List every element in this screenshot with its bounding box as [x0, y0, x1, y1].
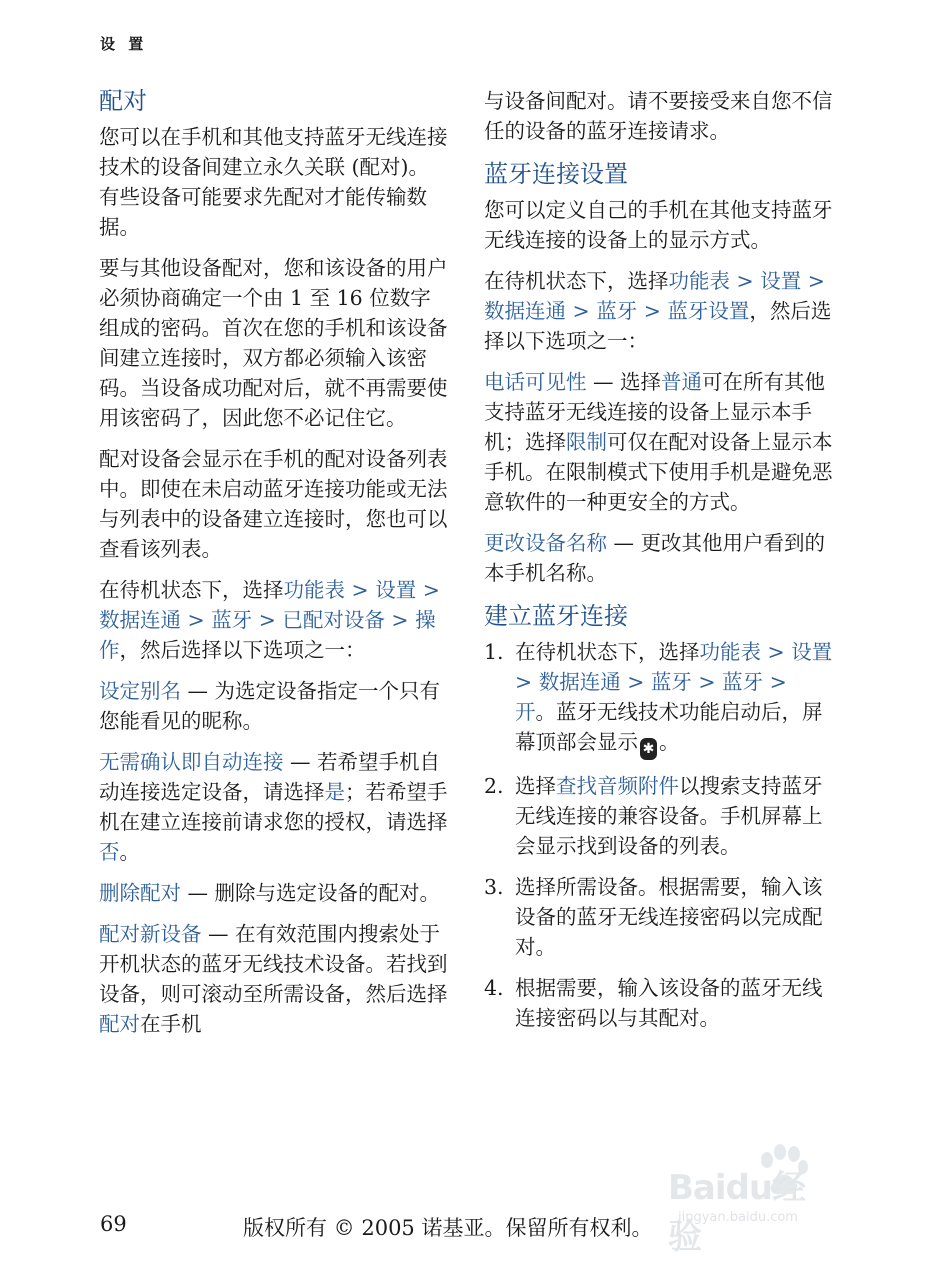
option-delete-pairing: 删除配对 — 删除与选定设备的配对。 — [99, 881, 441, 905]
steps-list — [484, 637, 834, 1033]
option-name: 更改设备名称 — [484, 531, 607, 555]
right-column — [484, 86, 834, 1044]
heading-bluetooth-settings: 蓝牙连接设置 — [484, 160, 628, 188]
paragraph-settings-intro: 您可以定义自己的手机在其他支持蓝牙无线连接的设备上的显示方式。 — [484, 198, 833, 252]
paragraph-menu-path: 在待机状态下，选择功能表 > 设置 > 数据连通 > 蓝牙 > 已配对设备 > 操作，然后选择以下选项之一： — [99, 578, 440, 662]
paragraph-pairing-intro: 您可以在手机和其他支持蓝牙无线连接技术的设备间建立永久关联 (配对)。有些设备可能要求先配对才能传输数据。 — [99, 125, 448, 239]
option-name: 设定别名 — [99, 679, 181, 703]
left-column — [99, 84, 449, 1050]
page-number: 69 — [100, 1212, 127, 1236]
baidu-watermark — [668, 1140, 838, 1257]
option-name: 删除配对 — [99, 881, 181, 905]
step-item: 4. 根据需要，输入该设备的蓝牙无线连接密码以与其配对。 — [484, 976, 823, 1030]
step-item: 3. 选择所需设备。根据需要，输入该设备的蓝牙无线连接密码以完成配对。 — [484, 875, 823, 959]
paragraph-continuation: 与设备间配对。请不要接受来自您不信任的设备的蓝牙连接请求。 — [484, 89, 833, 143]
option-pair-new-device: 配对新设备 — 在有效范围内搜索处于开机状态的蓝牙无线技术设备。若找到设备，则可滚动至所需设备，然后选择配对在手机 — [99, 922, 448, 1036]
paragraph-settings-path: 在待机状态下，选择功能表 > 设置 > 数据连通 > 蓝牙 > 蓝牙设置，然后选择以下选项之一： — [484, 269, 832, 353]
step-item: 1. 在待机状态下，选择功能表 > 设置 > 数据连通 > 蓝牙 > 蓝牙 > 开。蓝牙无线技术功能启动后，屏幕顶部会显示 ✱ 。 — [484, 637, 834, 760]
bluetooth-icon: ✱ — [640, 738, 657, 760]
step-item: 2. 选择查找音频附件以搜索支持蓝牙无线连接的兼容设备。手机屏幕上会显示找到设备的列表。 — [484, 774, 823, 858]
option-auto-connect: 无需确认即自动连接 — 若希望手机自动连接选定设备，请选择是；若希望手机在建立连接前请求您的授权，请选择否。 — [99, 750, 448, 864]
copyright: 版权所有 © 2005 诺基亚。保留所有权利。 — [243, 1216, 653, 1240]
menu-path: 功能表 > 设置 > 数据连通 > 蓝牙 > 已配对设备 > 操作 — [99, 578, 440, 662]
option-set-nickname: 设定别名 — 为选定设备指定一个只有您能看见的昵称。 — [99, 679, 441, 733]
running-header: 设 置 — [100, 35, 148, 53]
option-phone-visibility: 电话可见性 — 选择普通可在所有其他支持蓝牙无线连接的设备上显示本手机；选择限制可仅在配对设备上显示本手机。在限制模式下使用手机是避免恶意软件的一种更安全的方式。 — [484, 370, 833, 514]
paragraph-paired-list: 配对设备会显示在手机的配对设备列表中。即使在未启动蓝牙连接功能或无法与列表中的设备建立连接时，您也可以查看该列表。 — [99, 447, 448, 561]
menu-path: 功能表 > 设置 > 数据连通 > 蓝牙 > 蓝牙 > 开 — [515, 640, 833, 724]
heading-pairing: 配对 — [99, 87, 147, 115]
option-name: 无需确认即自动连接 — [99, 750, 284, 774]
watermark-logo: Baidu经验 — [668, 1168, 806, 1257]
paragraph-passcode: 要与其他设备配对，您和该设备的用户必须协商确定一个由 1 至 16 位数字组成的密码。首次在您的手机和该设备间建立连接时，双方都必须输入该密码。当设备成功配对后，就不再需要使用该密码了，因此您不必记住它。 — [99, 256, 448, 430]
option-name: 配对新设备 — [99, 922, 202, 946]
option-name: 电话可见性 — [484, 370, 587, 394]
option-change-device-name: 更改设备名称 — 更改其他用户看到的本手机名称。 — [484, 531, 826, 585]
heading-establish-connection: 建立蓝牙连接 — [484, 602, 628, 630]
watermark-url: jingyan.baidu.com — [678, 1210, 798, 1225]
menu-path: 功能表 > 设置 > 数据连通 > 蓝牙 > 蓝牙设置 — [484, 269, 825, 323]
